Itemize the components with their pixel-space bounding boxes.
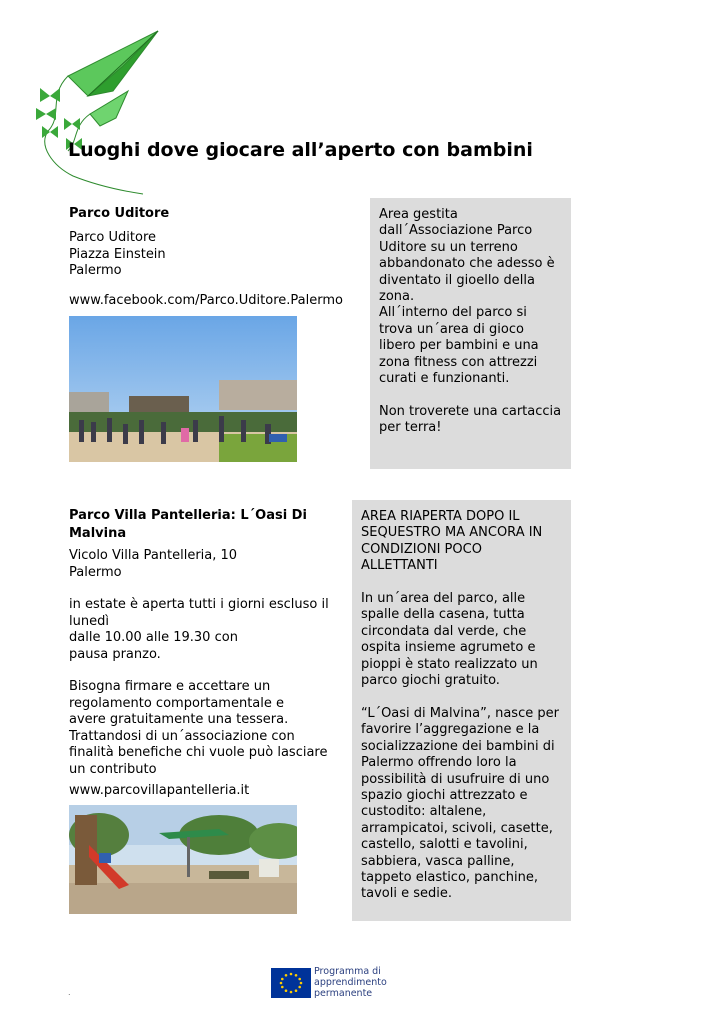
park-description-box: Area gestita dall´Associazione Parco Uditore su un terreno abbandonato che adesso è diventato il gioello della zona. All´interno del parco si trova un´area di gioco libero per bambini e una zona fitness con attrezzi curati e funzionanti. Non troverete una cartaccia per terra!: [370, 198, 571, 469]
park-address: Parco Uditore Piazza Einstein Palermo: [69, 230, 166, 278]
footer-dot: .: [68, 988, 71, 997]
park-address: Vicolo Villa Pantelleria, 10 Palermo: [69, 548, 238, 580]
park-hours: in estate è aperta tutti i giorni escluso il lunedì dalle 10.00 alle 19.30 con pausa pranzo.: [69, 597, 329, 662]
park-description-box: AREA RIAPERTA DOPO IL SEQUESTRO MA ANCORA IN CONDIZIONI POCO ALLETTANTI In un´area del parco, alle spalle della casena, tutta circondata dal verde, che ospita insieme agrumeto e pioppi è stato realizzato un parco giochi gratuito. “L´Oasi di Malvina”, nasce per favorire l’aggregazione e la socializzazione dei bambini di Palermo offrendo loro la possibilità di usufruire di uno spazio giochi attrezzato e custodito: altalene, arrampicatoi, scivoli, casette, castello, salotti e tavolini, sabbiera, vasca palline, tappeto elastico, panchine, tavoli e sedie.: [352, 500, 571, 921]
park-note: Bisogna firmare e accettare un regolamento comportamentale e avere gratuitamente una tessera. Trattandosi di un´associazione con finalità benefiche chi vuole può lasciare un contributo: [69, 679, 328, 777]
program-label: Programma di apprendimento permanente: [314, 966, 387, 999]
eu-flag-icon: [271, 968, 311, 998]
playground-photo: [69, 805, 297, 914]
park-link[interactable]: www.parcovillapantelleria.it: [69, 783, 250, 798]
kite-icon: [28, 26, 163, 196]
park-name: Parco Villa Pantelleria: L´Oasi Di Malvina: [69, 508, 307, 541]
park-crowd-photo: [69, 316, 297, 462]
park-link[interactable]: www.facebook.com/Parco.Uditore.Palermo: [69, 293, 343, 308]
page-title: Luoghi dove giocare all’aperto con bambini: [68, 139, 533, 161]
park-name: Parco Uditore: [69, 206, 170, 221]
